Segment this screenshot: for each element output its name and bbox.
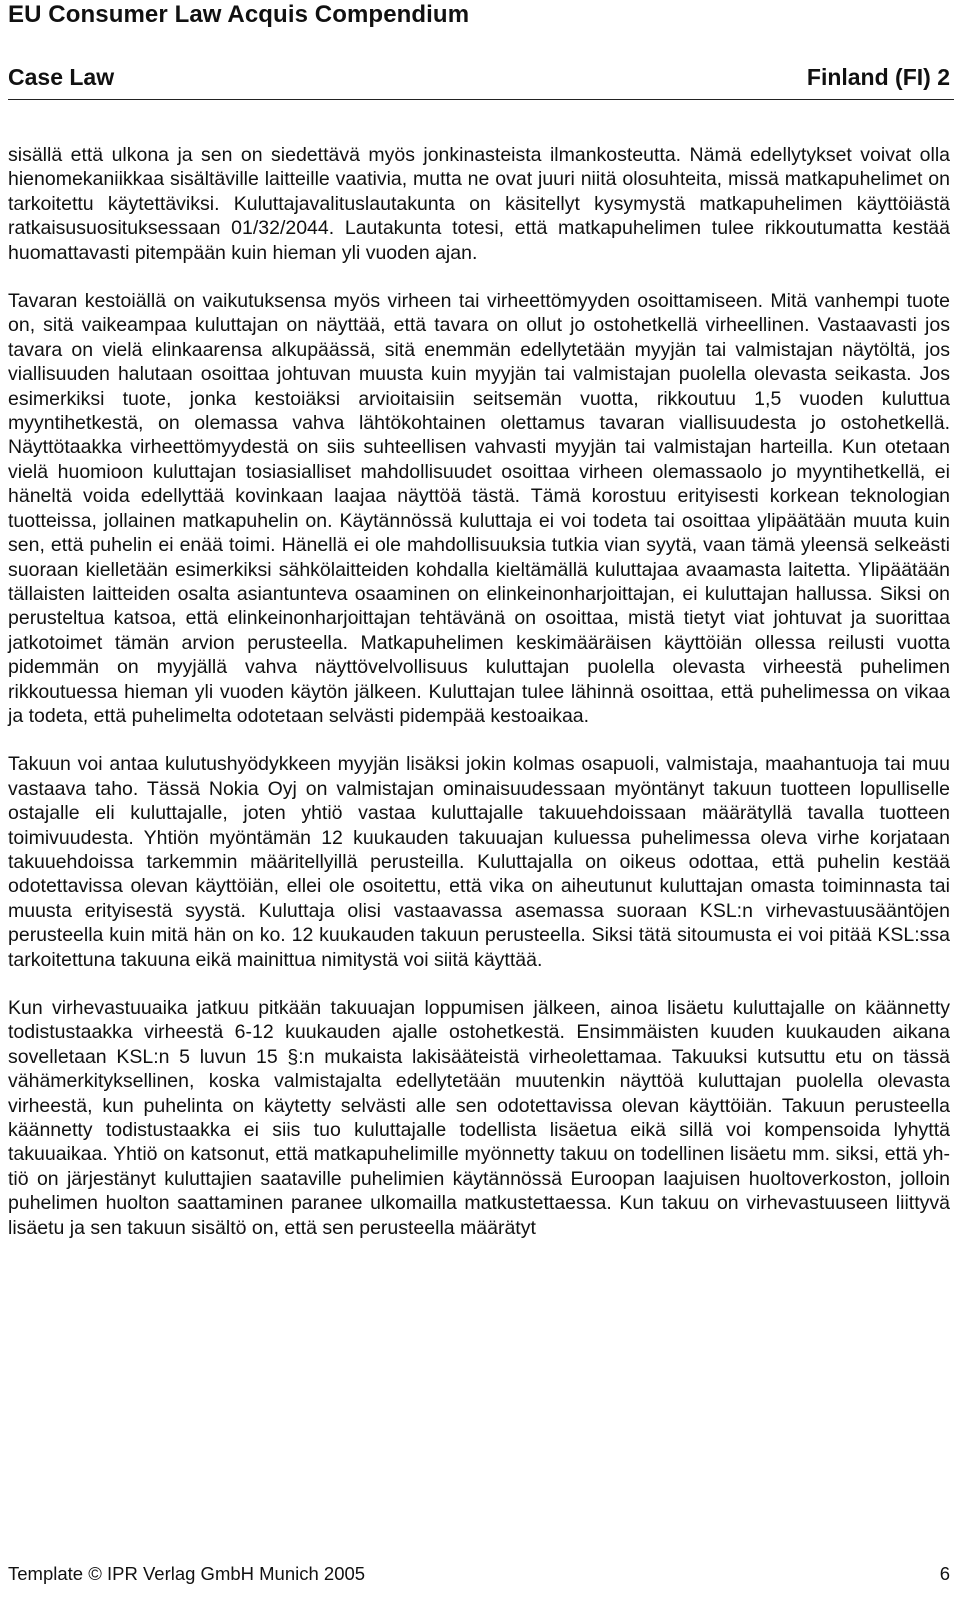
country-label: Finland (FI) 2 bbox=[806, 64, 950, 90]
copyright-notice: Template © IPR Verlag GmbH Munich 2005 bbox=[8, 1563, 366, 1584]
section-header bbox=[8, 62, 950, 92]
page-number: 6 bbox=[939, 1563, 950, 1584]
paragraph: sisällä että ulkona ja sen on siedettävä myös jonkinasteista ilmankosteutta. Nämä edellytykset voivat olla hienomekaniikkaa sisältäville laitteille vaativia, mutta ne ovat juuri niitä olosuhteita, missä matkapuhelimet on tarkoitettu käytettäviksi. Kuluttajavalituslautakunta on käsitellyt kysymystä matkapuhelimen käyttöiästä ratkaisusuosituksessaan 01/32/2044. Lautakunta totesi, että matkapuhelimen tulee rikkoutumatta kestää huomattavasti pitempään kuin hieman yli vuoden ajan. bbox=[8, 144, 950, 264]
page-footer bbox=[8, 1562, 950, 1586]
paragraph: Kun virhevastuuaika jatkuu pitkään takuuajan loppumisen jälkeen, ainoa lisäetu kuluttajalle on käännetty todistustaakka virheestä 6-12 kuukauden ajalle ostohetkestä. Ensimmäisten kuuden kuukauden aikana sovelletaan KSL:n 5 luvun 15 §:n mukaista lakisääteistä virheolettamaa. Takuuksi kutsuttu etu on tässä vähämerkityksellinen, koska valmistajalta edellytetään muutenkin näyttöä kuluttajan puolella olevasta virheestä, kun puhelinta on käytetty selvästi alle sen odotettavissa olevan käyttöiän. Takuun perusteella käännetty todistustaakka ei siis tuo kuluttajalle todellista lisäetua eikä sillä voi kompensoida lyhyttä takuuaikaa. Yhtiö on katsonut, että matkapuhelimille myönnetty takuu on todellinen lisäetu mm. siksi, että yhtiö on järjestänyt kuluttajien saataville puhelimien käytännössä Euroopan laajuisen huoltoverkoston, jolloin puhelimen huolton saattaminen paranee ulkomailla matkustettaessa. Kun takuu on virhevastuuseen liittyvä lisäetu ja sen takuun sisältö on, että sen perusteella määrätyt bbox=[8, 997, 950, 1239]
paragraph: Tavaran kestoiällä on vaikutuksensa myös virheen tai virheettömyyden osoittamiseen. Mitä vanhempi tuote on, sitä vaikeampaa kuluttajan on näyttää, että tavara on ollut jo ostohetkellä virheellinen. Vastaavasti jos tavara on vielä elinkaarensa alkupäässä, sitä enemmän edellytetään myyjän tai valmistajan näytöltä, jos viallisuuden halutaan osoittaa johtuvan muusta kuin myyjän tai valmistajan puolella olevasta seikasta. Jos esimerkiksi tuote, jonka kestoiäksi arvioitaisiin seitsemän vuotta, rikkoutuu 1,5 vuoden kuluttua myyntihetkestä, on olemassa vahva lähtökohtainen olettamus tavaran viallisuudesta jo ostohetkellä. Näyttötaakka virheettömyydestä on siis suhteellisen vahvasti myyjän tai valmistajan harteilla. Kun otetaan vielä huomioon kuluttajan tosiasialliset mahdollisuudet osoittaa virheen olemassaolo jo myyntihetkellä, ei häneltä voida edellyttää kovinkaan laajaa näyttöä tästä. Tämä korostuu erityisesti korkean teknologian tuotteissa, jollainen matkapuhelin on. Käytännössä kuluttaja ei voi todeta tai osoittaa ylipäätään muuta kuin sen, että puhelin ei enää toimi. Hänellä ei ole mahdollisuuksia tutkia vian syytä, vaan tämä yleensä selkeästi suoraan kielletään esimerkiksi sähkölaitteiden kohdalla kieltämällä kuluttajaa avaamasta laitetta. Ylipäätään tällaisten laitteiden osalta asiantunteva osaaminen on elinkeinonharjoittajan, ei kuluttajan hallussa. Siksi on perusteltua katsoa, että elinkeinonharjoittajan tehtävänä on osoittaa, mistä tietyt viat johtuvat ja suorittaa jatkotoimet tämän arvion perusteella. Matkapuhelimen keskimääräisen käyttöiän ollessa reilusti vuotta pidemmän on myyjällä vahva näyttövelvollisuus kuluttajan puolella olevasta virheestä puhelimen rikkoutuessa hieman yli vuoden käytön jälkeen. Kuluttajan tulee lähinnä osoittaa, että puhelimessa on vikaa ja todeta, että puhelimelta odotetaan selvästi pidempää kestoaikaa. bbox=[8, 290, 950, 727]
header-divider bbox=[8, 99, 954, 100]
section-title: Case Law bbox=[8, 64, 115, 90]
paragraph: Takuun voi antaa kulutushyödykkeen myyjän lisäksi jokin kolmas osapuoli, valmistaja, maahantuoja tai muu vastaava taho. Tässä Nokia Oyj on valmistajan ominaisuudessaan myöntänyt takuun tuotteen lopulliselle ostajalle eli kuluttajalle, joten yhtiö vastaa kuluttajalle takuuehdoissaan määrätyllä tavalla tuotteen toimivuudesta. Yhtiön myöntämän 12 kuukauden takuuajan kuluessa puhelimessa oleva virhe korjataan takuuehdoissa tarkemmin määritellyillä perusteilla. Kuluttajalla on oikeus odottaa, että puhelin kestää odotettavissa olevan käyttöiän, ellei ole osoitettu, että vika on aiheutunut kuluttajan omasta toiminnasta tai muusta erityisestä syystä. Kuluttaja olisi vastaavassa asemassa suoraan KSL:n virhevastuusääntöjen perusteella kuin mitä hän on ko. 12 kuukauden takuun perusteella. Siksi tätä sitoumusta ei voi pitää KSL:ssa tarkoitettuna takuuna eikä mainittua nimitystä voi siitä käyttää. bbox=[8, 753, 950, 971]
document-title: EU Consumer Law Acquis Compendium bbox=[8, 1, 470, 28]
body-text bbox=[8, 143, 950, 1264]
